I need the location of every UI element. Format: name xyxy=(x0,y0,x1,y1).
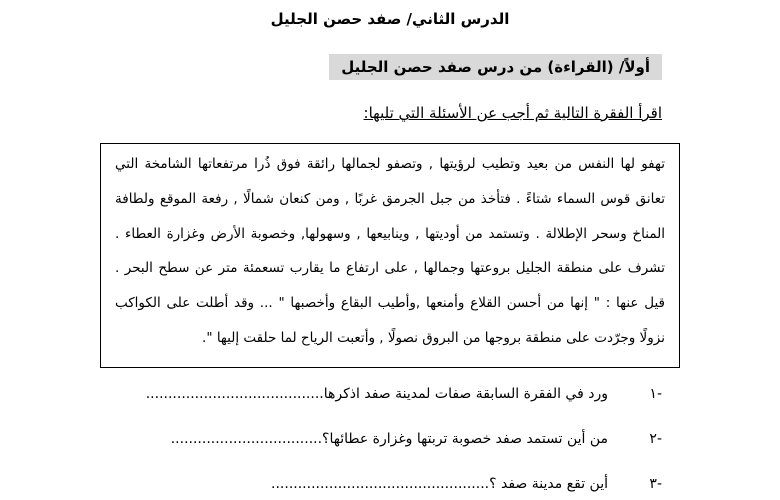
question-text: ورد في الفقرة السابقة صفات لمدينة صفد اذكرها........................................ xyxy=(145,386,608,402)
passage-line: المناخ وسحر الإطلالة . وتستمد من أوديتها , وينابيعها , وسهولها, وخصوبة الأرض وغزارة العطاء . xyxy=(115,226,665,242)
question-number: ٣- xyxy=(649,476,662,492)
question-1 xyxy=(102,386,662,408)
section-heading: أولاً/ (القراءة) من درس صفد حصن الجليل xyxy=(329,54,662,80)
question-3 xyxy=(102,476,662,498)
reading-passage-box xyxy=(100,143,680,368)
question-number: ٢- xyxy=(649,431,662,447)
passage-line: تعانق قوس السماء شتاءً . فتأخذ من جبل الجرمق غربًا , ومن كنعان شمالًا , رفعة الموقع ولطافة xyxy=(115,191,665,207)
passage-line: تشرف على منطقة الجليل بروعتها وجمالها , على ارتفاع ما يقارب تسعمئة متر عن سطح البحر . xyxy=(115,260,665,276)
question-text: من أين تستمد صفد خصوبة تربتها وغزارة عطائها؟.................................. xyxy=(170,431,608,447)
passage-line: تهفو لها النفس من بعيد وتطيب لرؤيتها , وتصفو لجمالها رائقة فوق ذُرا مرتفعاتها الشامخة التي xyxy=(115,156,665,172)
question-number: ١- xyxy=(649,386,662,402)
passage-line: قيل عنها : " إنها من أحسن القلاع وأمنعها ,وأطيب البقاع وأخصبها " ... وقد أطلت على الكواكب xyxy=(115,295,665,311)
question-text: أين تقع مدينة صفد ؟................................................. xyxy=(271,476,608,492)
passage-line: نزولًا وجرّدت على منطقة بروجها من البروق نصولًا , وأتعبت الرياح لما حلقت إليها ". xyxy=(202,330,665,346)
question-2 xyxy=(102,431,662,453)
reading-instruction: اقرأ الفقرة التالية ثم أجب عن الأسئلة التي تليها: xyxy=(363,104,662,122)
lesson-title: الدرس الثاني/ صفد حصن الجليل xyxy=(270,10,510,28)
